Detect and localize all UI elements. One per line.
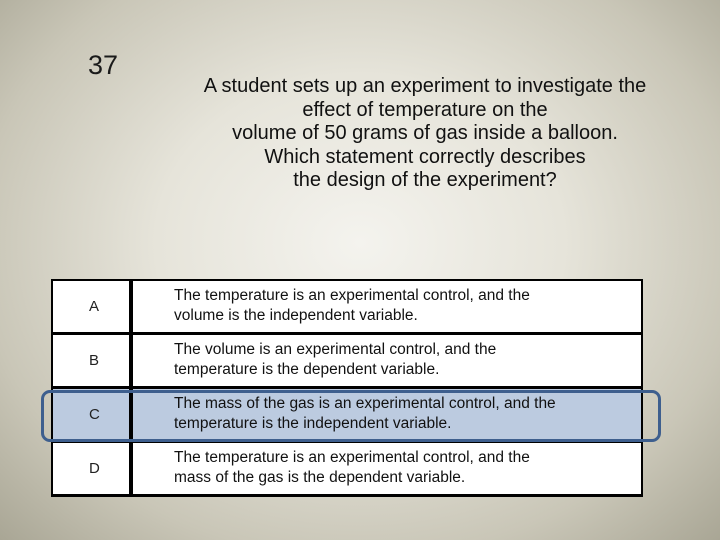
answer-letter: D <box>53 443 129 494</box>
answer-text-line: The volume is an experimental control, and the <box>174 341 497 358</box>
question-line: effect of temperature on the <box>302 98 548 121</box>
answer-text-line: The temperature is an experimental control, and the <box>174 449 530 466</box>
answer-text <box>133 335 641 386</box>
answer-row-a[interactable] <box>53 281 641 332</box>
answer-text-line: mass of the gas is the dependent variable. <box>174 469 466 486</box>
answer-text-line: temperature is the dependent variable. <box>174 361 440 378</box>
answer-text <box>133 281 641 332</box>
answer-row-b[interactable] <box>53 335 641 386</box>
answer-text-line: The temperature is an experimental control, and the <box>174 287 530 304</box>
question-line: the design of the experiment? <box>293 169 557 191</box>
answer-text-line: volume is the independent variable. <box>174 307 418 324</box>
answer-letter: A <box>53 281 129 332</box>
answer-row-d[interactable] <box>53 443 641 494</box>
answer-text-line: temperature is the independent variable. <box>174 415 452 432</box>
answer-letter: C <box>53 389 129 440</box>
answer-text-line: The mass of the gas is an experimental control, and the <box>174 395 556 412</box>
question-line: volume of 50 grams of gas inside a balloon. <box>232 122 618 144</box>
question-line: A student sets up an experiment to investigate the <box>203 75 647 97</box>
answer-text <box>133 443 641 494</box>
question-line: Which statement correctly describes <box>264 145 586 168</box>
answer-table <box>51 279 643 497</box>
question-number: 37 <box>88 50 119 80</box>
selected-answer-highlight <box>41 390 661 442</box>
answer-letter: B <box>53 335 129 386</box>
question-text <box>170 75 680 193</box>
